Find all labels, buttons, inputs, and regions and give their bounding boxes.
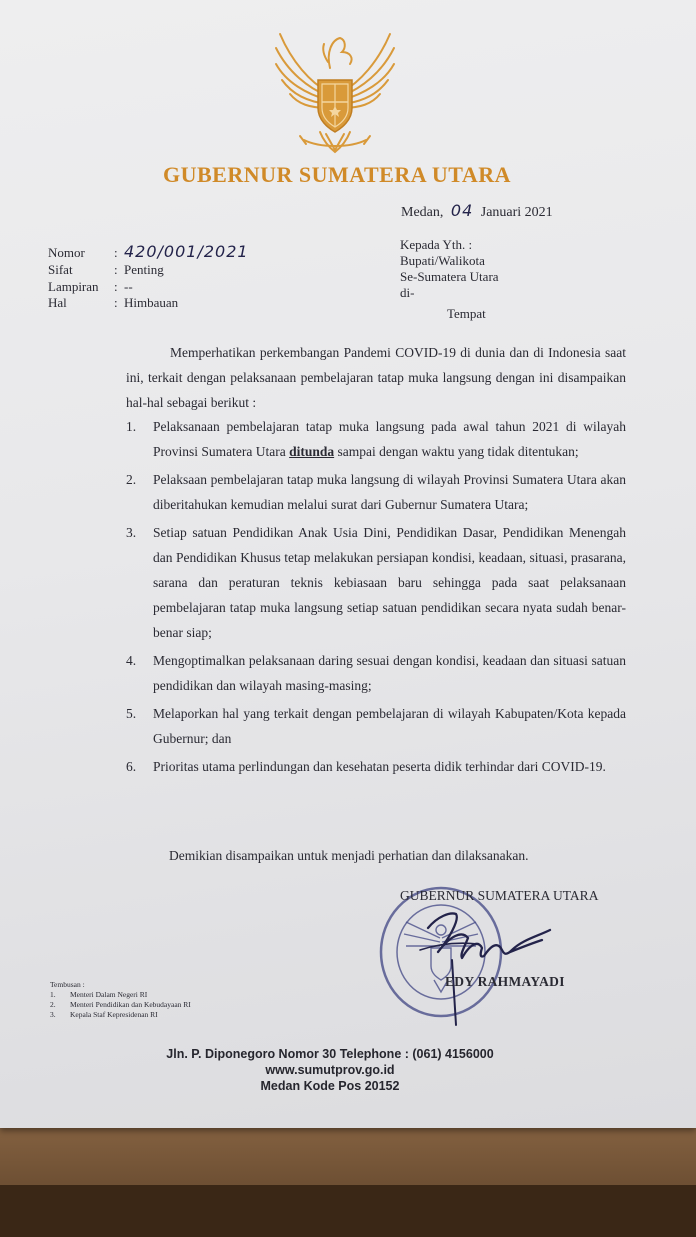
- copy-item: 3. Kepala Staf Kepresidenan RI: [50, 1010, 158, 1019]
- list-item-text: Melaporkan hal yang terkait dengan pembelajaran di wilayah Kabupaten/Kota kepada Gubernur; dan: [153, 706, 626, 746]
- footer-address: Jln. P. Diponegoro Nomor 30 Telephone : (061) 4156000: [166, 1047, 494, 1061]
- meta-row-number: Nomor : 420/001/2021: [48, 242, 249, 261]
- list-item: [126, 520, 626, 645]
- signatory-title: GUBERNUR SUMATERA UTARA: [400, 888, 599, 903]
- list-item: [126, 754, 626, 779]
- meta-value: Penting: [124, 262, 164, 277]
- table-shadow: [0, 1185, 696, 1237]
- recipient-place: Tempat: [447, 306, 486, 321]
- list-item: [126, 467, 626, 517]
- emphasis-postponed: ditunda: [289, 444, 335, 459]
- footer-website: www.sumutprov.go.id: [265, 1063, 395, 1077]
- list-item: [126, 701, 626, 751]
- copy-item: 2. Menteri Pendidikan dan Kebudayaan RI: [50, 1000, 191, 1009]
- list-item-text: Pelaksaan pembelajaran tatap muka langsung di wilayah Provinsi Sumatera Utara akan diberitahukan kemudian melalui surat dari Gubernur Sumatera Utara;: [153, 472, 626, 512]
- copies-block: [50, 980, 191, 1020]
- meta-row-attachment: Lampiran : --: [48, 279, 133, 294]
- meta-row-subject: Hal : Himbauan: [48, 295, 179, 310]
- list-item-text: Prioritas utama perlindungan dan kesehatan peserta didik terhindar dari COVID-19.: [153, 759, 606, 774]
- place-date: [401, 201, 553, 221]
- recipient-line: Kepada Yth. :: [400, 237, 473, 252]
- list-item-text: Mengoptimalkan pelaksanaan daring sesuai dengan kondisi, keadaan dan situasi satuan pendidikan dan wilayah masing-masing;: [153, 653, 626, 693]
- list-item-number: 5.: [126, 706, 137, 721]
- intro-paragraph: Memperhatikan perkembangan Pandemi COVID-19 di dunia dan di Indonesia saat ini, terkait dengan pelaksanaan pembelajaran tatap muka langsung dengan ini disampaikan hal-hal sebagai berikut :: [126, 345, 626, 410]
- date-day: 04: [450, 201, 474, 220]
- recipient-block: [400, 237, 499, 301]
- list-item: [126, 414, 626, 464]
- recipient-line: Bupati/Walikota: [400, 253, 485, 268]
- list-item-number: 1.: [126, 419, 137, 434]
- date-month-year: Januari 2021: [480, 205, 553, 220]
- instruction-list: [126, 414, 626, 782]
- list-item-number: 6.: [126, 759, 137, 774]
- recipient-line: Se-Sumatera Utara: [400, 269, 499, 284]
- letter-number: 420/001/2021: [124, 242, 249, 261]
- handwritten-signature: [398, 900, 578, 1030]
- meta-row-nature: Sifat : Penting: [48, 262, 164, 277]
- list-item-text: Setiap satuan Pendidikan Anak Usia Dini, Pendidikan Dasar, Pendidikan Menengah dan Pendidikan Khusus tetap melakukan persiapan kondisi, keadaan, situasi, prasarana, sarana dan peraturan teknis kebiasaan baru sehingga pada saat pelaksanaan pembelajaran tatap muka langsung setiap satuan pendidikan secara nyata sudah benar-benar siap;: [153, 525, 626, 640]
- garuda-emblem-icon: [270, 22, 400, 162]
- copy-item: 1. Menteri Dalam Negeri RI: [50, 990, 148, 999]
- list-item: [126, 648, 626, 698]
- meta-value: --: [124, 279, 133, 294]
- letter-footer: [0, 1046, 660, 1094]
- signatory-name: EDY RAHMAYADI: [445, 974, 565, 989]
- letterhead-title: GUBERNUR SUMATERA UTARA: [162, 162, 512, 187]
- copies-label: Tembusan :: [50, 980, 85, 989]
- meta-label: Nomor: [48, 245, 85, 260]
- meta-label: Hal: [48, 295, 67, 310]
- closing-sentence: Demikian disampaikan untuk menjadi perhatian dan dilaksanakan.: [169, 848, 529, 863]
- meta-label: Lampiran: [48, 279, 99, 294]
- meta-label: Sifat: [48, 262, 73, 277]
- list-item-number: 2.: [126, 472, 137, 487]
- list-item-number: 3.: [126, 525, 137, 540]
- recipient-line: di-: [400, 285, 415, 300]
- list-item-text: Pelaksanaan pembelajaran tatap muka langsung pada awal tahun 2021 di wilayah Provinsi Sumatera Utara ditunda sampai dengan waktu yang tidak ditentukan;: [153, 419, 626, 459]
- list-item-number: 4.: [126, 653, 137, 668]
- footer-postal: Medan Kode Pos 20152: [260, 1079, 400, 1093]
- meta-value: Himbauan: [124, 295, 179, 310]
- place-text: Medan,: [401, 205, 444, 220]
